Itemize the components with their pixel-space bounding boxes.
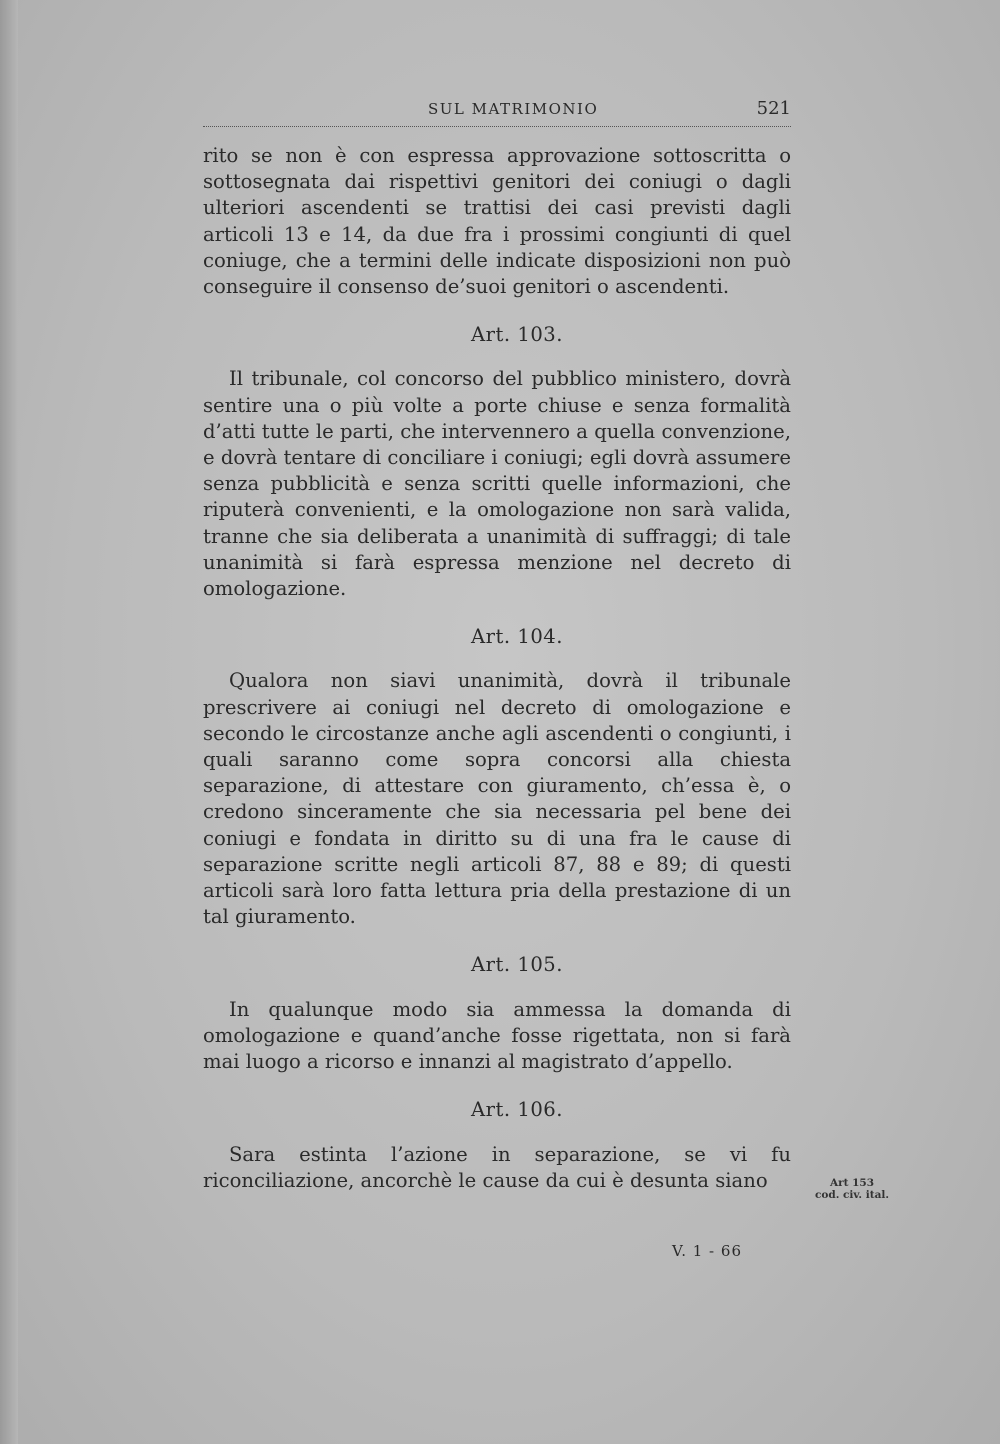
article-heading-104: Art. 104. [471,625,563,649]
body-text [203,143,791,1194]
printer-signature: V. 1 - 66 [672,1242,742,1260]
running-title: SUL MATRIMONIO [428,100,599,118]
page-number: 521 [756,98,791,119]
paragraph-article-105: In qualunque modo sia ammessa la domanda di omologazione e quand’anche fosse rigettata, non si farà mai luogo a ricorso e innanzi al magistrato d’appello. [203,997,791,1074]
article-heading-105: Art. 105. [471,953,563,977]
paragraph-article-106: Sara estinta l’azione in separazione, se vi fu riconciliazione, ancorchè le cause da cui è desunta siano [203,1142,791,1192]
margin-note-line-1: Art 153 [829,1177,875,1189]
paragraph-article-104: Qualora non siavi unanimità, dovrà il tribunale prescrivere ai coniugi nel decreto di omologazione e secondo le circostanze anche agli ascendenti o congiunti, i quali saranno come sopra concorsi alla chiesta separazione, di attestare con giuramento, ch’essa è, o credono sinceramente che sia necessaria pel bene dei coniugi e fondata in diritto su di una fra le cause di separazione scritte negli articoli 87, 88 e 89; di questi articoli sarà loro fatta lettura pria della prestazione di un tal giuramento. [203,669,791,929]
header-rule [203,126,791,127]
margin-note [804,1177,900,1201]
paragraph-continuation: rito se non è con espressa approvazione sottoscritta o sottosegnata dai rispettivi genitori dei coniugi o dagli ulteriori ascendenti se trattisi dei casi previsti dagli articoli 13 e 14, da due fra i prossimi congiunti di quel coniuge, che a termini delle indicate disposizioni non può conseguire il consenso de’suoi genitori o ascendenti. [203,144,791,299]
margin-note-line-2: cod. civ. ital. [814,1189,890,1201]
running-head [203,98,791,122]
article-heading-103: Art. 103. [471,323,563,347]
article-heading-106: Art. 106. [471,1098,563,1122]
paragraph-article-103: Il tribunale, col concorso del pubblico ministero, dovrà sentire una o più volte a porte chiuse e senza formalità d’atti tutte le parti, che intervennero a quella convenzione, e dovrà tentare di conciliare i coniugi; egli dovrà assumere senza pubblicità e senza scritti quelle informazioni, che riputerà convenienti, e la omologazione non sarà valida, tranne che sia deliberata a unanimità di suffraggi; di tale unanimità si farà espressa menzione nel decreto di omologazione. [203,367,791,601]
page-left-shadow [0,0,18,1444]
